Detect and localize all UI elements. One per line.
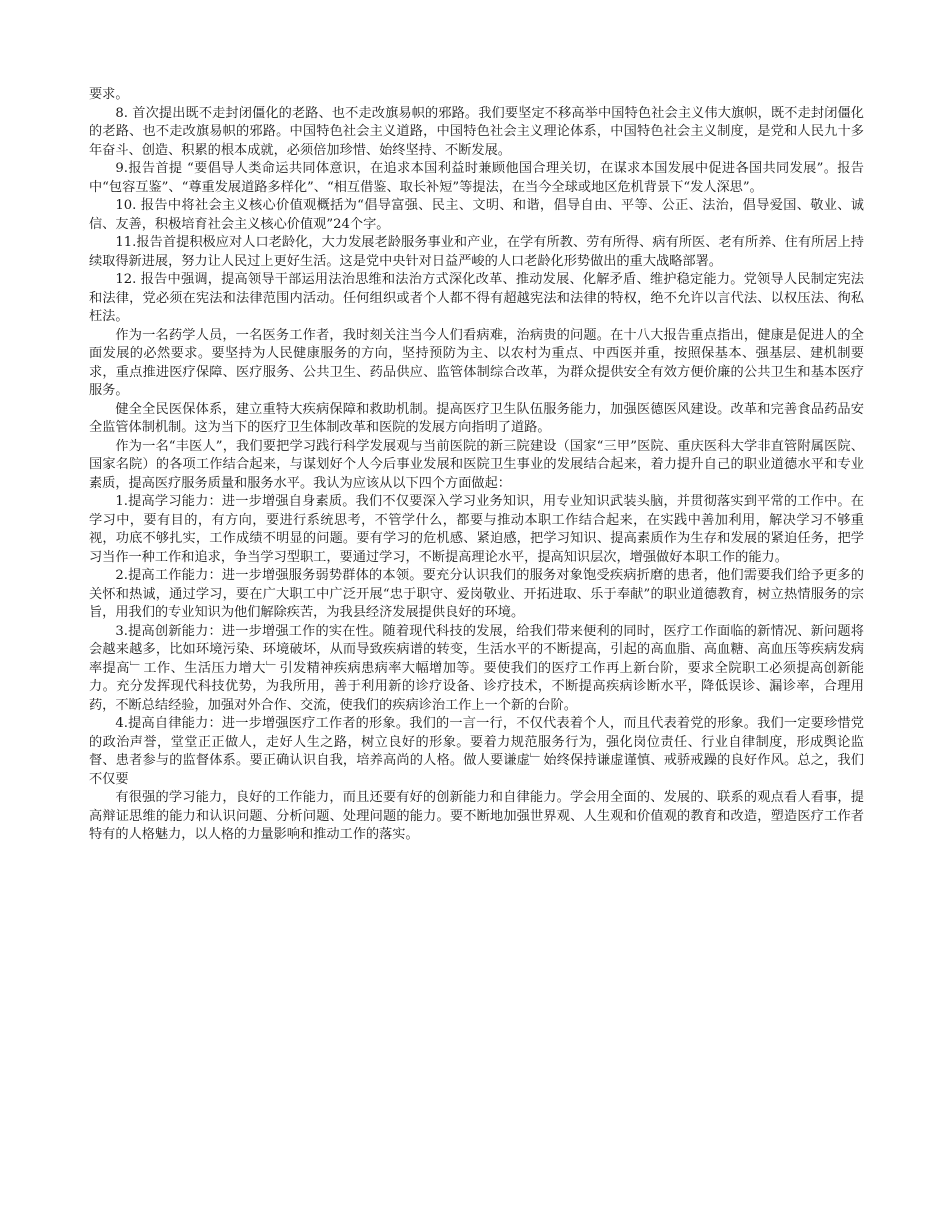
paragraph: 9.报告首提 “要倡导人类命运共同体意识，在追求本国利益时兼顾他国合理关切，在谋求本国发展中促进各国共同发展”。报告中“包容互鉴”、“尊重发展道路多样化”、“相互借鉴、取长补短”等提法，在当今全球或地区危机背景下“发人深思”。 <box>89 161 864 195</box>
paragraph: 12. 报告中强调，提高领导干部运用法治思维和法治方式深化改革、推动发展、化解矛盾、维护稳定能力。党领导人民制定宪法和法律，党必须在宪法和法律范围内活动。任何组织或者个人都不得有超越宪法和法律的特权，绝不允许以言代法、以权压法、徇私枉法。 <box>89 272 864 324</box>
paragraph: 有很强的学习能力，良好的工作能力，而且还要有好的创新能力和自律能力。学会用全面的、发展的、联系的观点看人看事，提高辩证思维的能力和认识问题、分析问题、处理问题的能力。要不断地加强世界观、人生观和价值观的教育和改造，塑造医疗工作者特有的人格魅力，以人格的力量影响和推动工作的落实。 <box>89 790 864 842</box>
paragraph: 11.报告首提积极应对人口老龄化，大力发展老龄服务事业和产业，在学有所教、劳有所得、病有所医、老有所养、住有所居上持续取得新进展，努力让人民过上更好生活。这是党中央针对日益严峻的人口老龄化形势做出的重大战略部署。 <box>89 235 864 269</box>
paragraph: 4.提高自律能力：进一步增强医疗工作者的形象。我们的一言一行，不仅代表着个人，而且代表着党的形象。我们一定要珍惜党的政治声誉，堂堂正正做人，走好人生之路，树立良好的形象。要着力规范服务行为，强化岗位责任、行业自律制度，形成舆论监督、患者参与的监督体系。要正确认识自我，培养高尚的人格。做人要谦虚﹂始终保持谦虚谨慎、戒骄戒躁的良好作风。总之，我们不仅要 <box>89 716 864 787</box>
paragraph: 1.提高学习能力：进一步增强自身素质。我们不仅要深入学习业务知识，用专业知识武装头脑，并贯彻落实到平常的工作中。在学习中，要有目的，有方向，要进行系统思考，不管学什么，都要与推动本职工作结合起来，在实践中善加利用，解决学习不够重视，功底不够扎实，工作成绩不明显的问题。要有学习的危机感、紧迫感，把学习知识、提高素质作为生存和发展的紧迫任务，把学习当作一种工作和追求，争当学习型职工，要通过学习，不断提高理论水平，提高知识层次，增强做好本职工作的能力。 <box>89 494 864 565</box>
paragraph: 3.提高创新能力：进一步增强工作的实在性。随着现代科技的发展，给我们带来便利的同时，医疗工作面临的新情况、新问题将会越来越多，比如环境污染、环境破坏，从而导致疾病谱的转变，生活水平的不断提高，引起的高血脂、高血糖、高血压等疾病发病率提高﹂工作、生活压力增大﹂引发精神疾病患病率大幅增加等。要使我们的医疗工作再上新台阶，要求全院职工必须提高创新能力。充分发挥现代科技优势，为我所用，善于利用新的诊疗设备、诊疗技术，不断提高疾病诊断水平，降低误诊、漏诊率，合理用药，不断总结经验，加强对外合作、交流，使我们的疾病诊治工作上一个新的台阶。 <box>89 623 864 713</box>
paragraph: 2.提高工作能力：进一步增强服务弱势群体的本领。要充分认识我们的服务对象饱受疾病折磨的患者，他们需要我们给予更多的关怀和热诚，通过学习，要在广大职工中广泛开展“忠于职守、爱岗敬业、开拓进取、乐于奉献”的职业道德教育，树立热情服务的宗旨，用我们的专业知识为他们解除疾苦，为我县经济发展提供良好的环境。 <box>89 568 864 620</box>
paragraph: 10. 报告中将社会主义核心价值观概括为“倡导富强、民主、文明、和谐，倡导自由、平等、公正、法治，倡导爱国、敬业、诚信、友善，积极培育社会主义核心价值观”24个字。 <box>89 198 864 232</box>
paragraph: 要求。 <box>89 87 129 102</box>
paragraph: 健全全民医保体系，建立重特大疾病保障和救助机制。提高医疗卫生队伍服务能力，加强医德医风建设。改革和完善食品药品安全监管体制机制。这为当下的医疗卫生体制改革和医院的发展方向指明了道路。 <box>89 401 864 435</box>
document-body <box>89 86 864 845</box>
paragraph: 8. 首次提出既不走封闭僵化的老路、也不走改旗易帜的邪路。我们要坚定不移高举中国特色社会主义伟大旗帜，既不走封闭僵化的老路、也不走改旗易帜的邪路。中国特色社会主义道路，中国特色社会主义理论体系，中国特色社会主义制度，是党和人民九十多年奋斗、创造、积累的根本成就，必须倍加珍惜、始终坚持、不断发展。 <box>89 105 864 158</box>
paragraph: 作为一名“丰医人”，我们要把学习践行科学发展观与当前医院的新三院建设（国家“三甲”医院、重庆医科大学非直管附属医院、国家名院）的各项工作结合起来，与谋划好个人今后事业发展和医院卫生事业的发展结合起来，着力提升自己的职业道德水平和专业素质，提高医疗服务质量和服务水平。我认为应该从以下四个方面做起： <box>89 438 864 491</box>
paragraph: 作为一名药学人员，一名医务工作者，我时刻关注当今人们看病难，治病贵的问题。在十八大报告重点指出，健康是促进人的全面发展的必然要求。要坚持为人民健康服务的方向，坚持预防为主、以农村为重点、中西医并重，按照保基本、强基层、建机制要求，重点推进医疗保障、医疗服务、公共卫生、药品供应、监管体制综合改革，为群众提供安全有效方便价廉的公共卫生和基本医疗服务。 <box>89 327 864 398</box>
